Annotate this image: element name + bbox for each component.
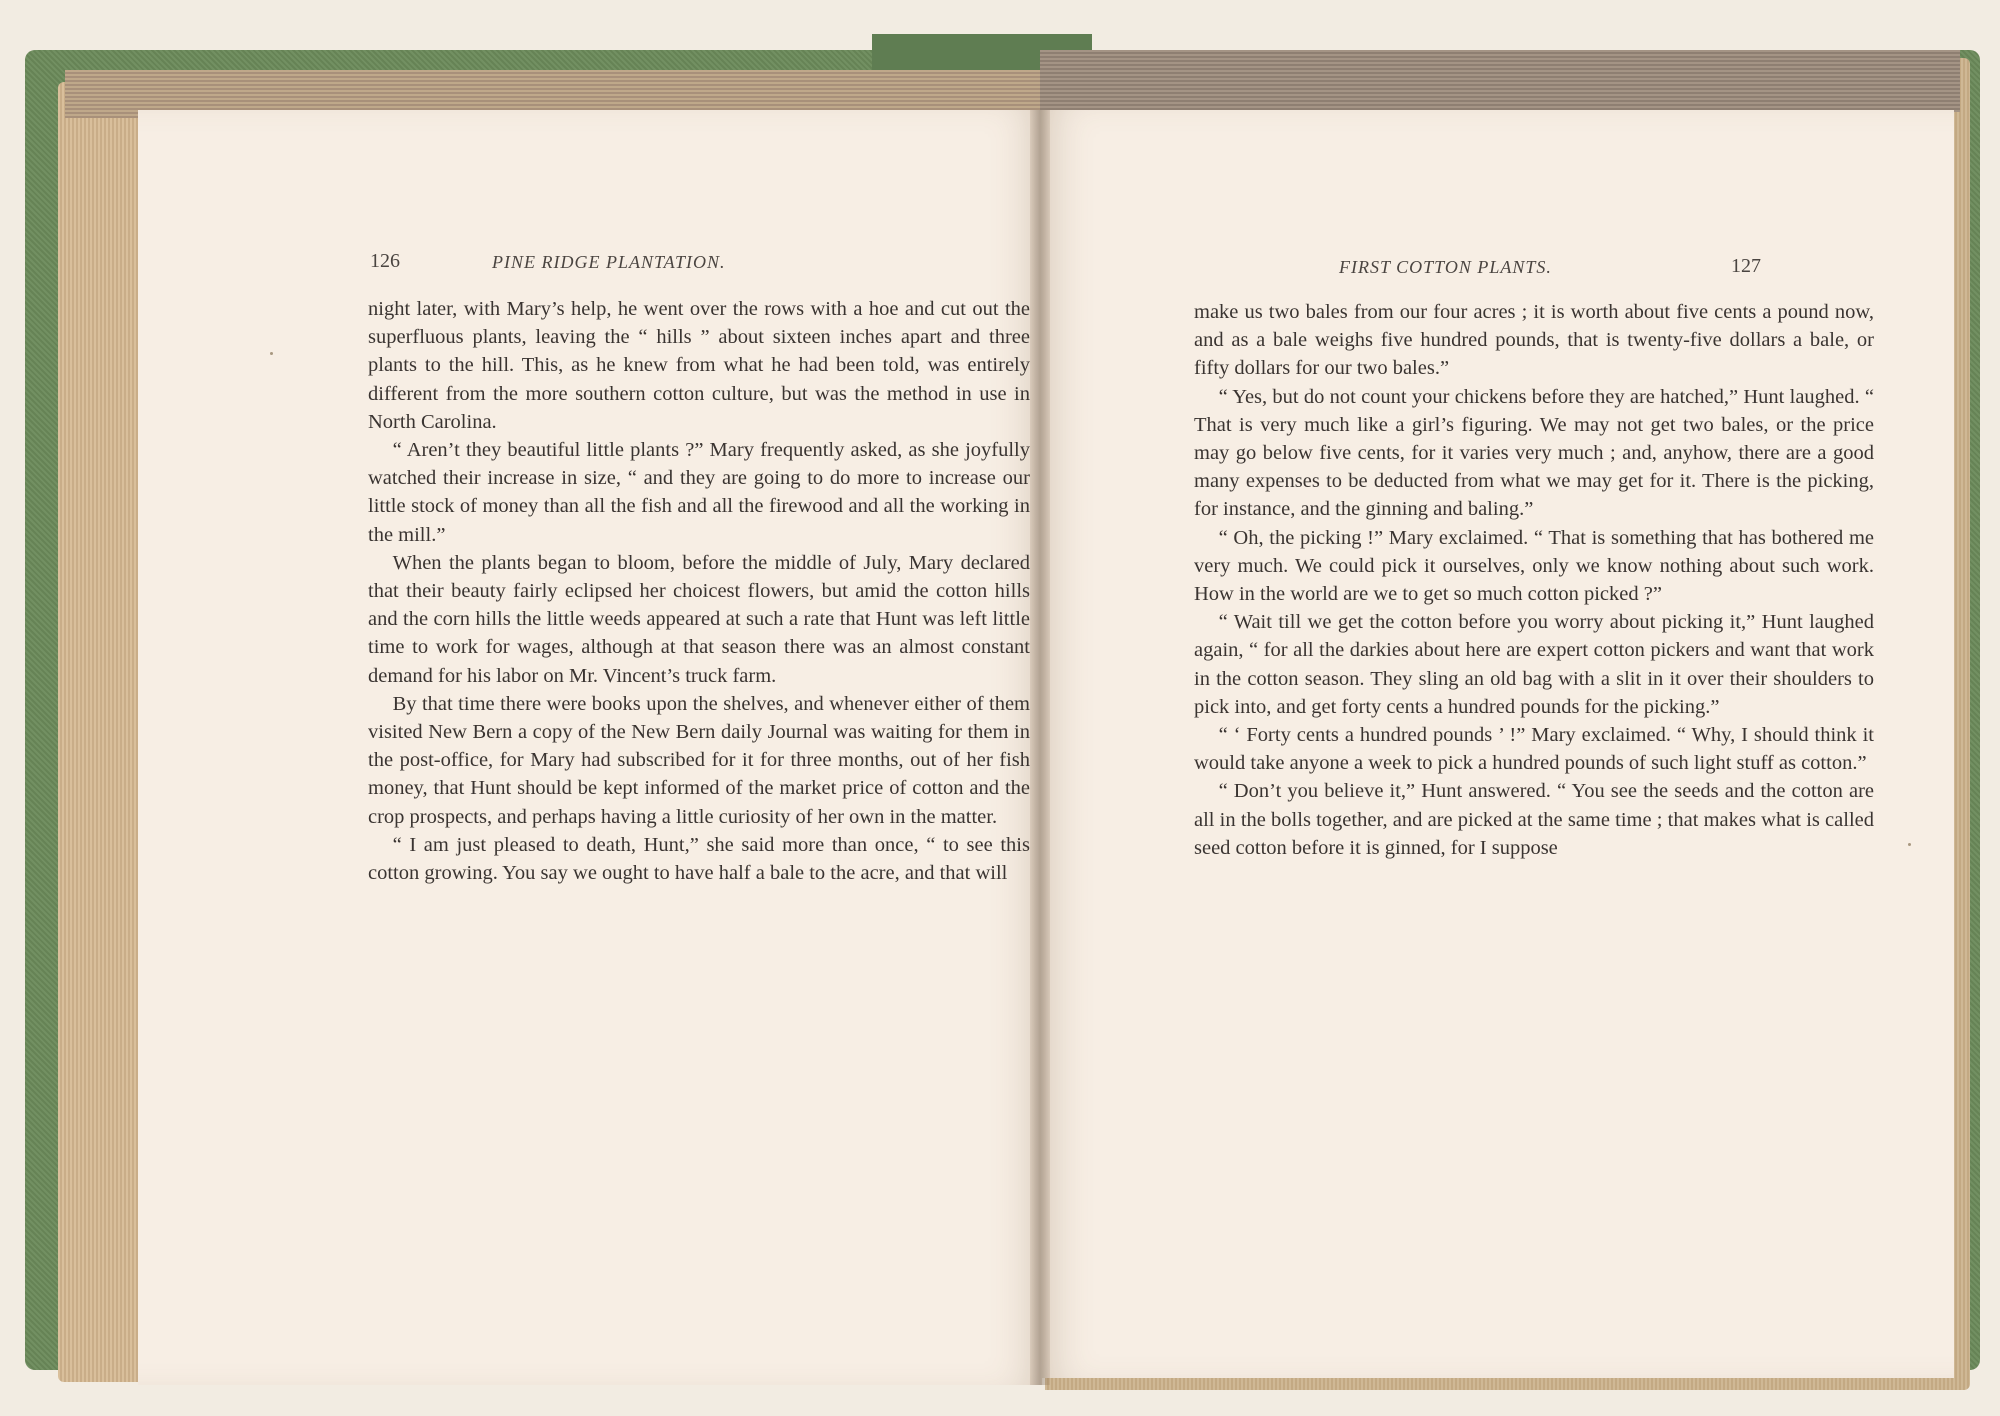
paragraph: “ Oh, the picking !” Mary exclaimed. “ That is something that has bothered me very much. We could pick it ourselves, only we know nothing about such work. How in the world are we to get so much cotton picked ?” <box>1194 526 1874 606</box>
right-page <box>1042 110 1954 1378</box>
paragraph: When the plants began to bloom, before the middle of July, Mary declared that their beauty fairly eclipsed her choicest flowers, but amid the cotton hills and the corn hills the little weeds appeared at such a rate that Hunt was left little time to work for wages, although at that season there was an almost constant demand for his labor on Mr. Vincent’s truck farm. <box>368 551 1030 687</box>
left-page <box>138 110 1042 1385</box>
top-edge-right <box>1040 50 1960 112</box>
running-head-right <box>1339 256 1899 279</box>
paragraph: “ ‘ Forty cents a hundred pounds ’ !” Mary exclaimed. “ Why, I should think it would take anyone a week to pick a hundred pounds of such light stuff as cotton.” <box>1194 724 1874 775</box>
body-text-right <box>1194 298 1874 862</box>
running-title-right: FIRST COTTON PLANTS. <box>1339 257 1552 277</box>
body-text-left <box>368 295 1030 887</box>
paragraph: “ Don’t you believe it,” Hunt answered. “ You see the seeds and the cotton are all in the bolls together, and are picked at the same time ; that makes what is called seed cotton before it is ginned, for I suppose <box>1194 780 1874 859</box>
running-head-left <box>370 250 930 273</box>
paragraph: “ Yes, but do not count your chickens before they are hatched,” Hunt laughed. “ That is very much like a girl’s figuring. We may not get two bales, or the price may go below five cents, for it varies very much ; and, anyhow, there are a good many expenses to be deducted from what we may get for it. There is the picking, for instance, and the ginning and baling.” <box>1194 385 1874 521</box>
paper-speck <box>270 352 273 355</box>
running-title-left: PINE RIDGE PLANTATION. <box>492 252 726 272</box>
paragraph: make us two bales from our four acres ; it is worth about five cents a pound now, and as a bale weighs five hundred pounds, that is twenty-five dollars a bale, or fifty dollars for our two bales.” <box>1194 301 1874 380</box>
paragraph: “ Aren’t they beautiful little plants ?” Mary frequently asked, as she joyfully watched their increase in size, “ and they are going to do more to increase our little stock of money than all the fish and all the firewood and all the working in the mill.” <box>368 439 1030 546</box>
gutter-shadow <box>1030 110 1050 1385</box>
paragraph: night later, with Mary’s help, he went over the rows with a hoe and cut out the superfluous plants, leaving the “ hills ” about sixteen inches apart and three plants to the hill. This, as he knew from what he had been told, was entirely different from the more southern cotton culture, but was the method in use in North Carolina. <box>368 298 1030 433</box>
paragraph: “ I am just pleased to death, Hunt,” she said more than once, “ to see this cotton growing. You say we ought to have half a bale to the acre, and that will <box>368 833 1030 885</box>
paragraph: By that time there were books upon the shelves, and whenever either of them visited New Bern a copy of the New Bern daily Journal was waiting for them in the post-office, for Mary had subscribed for it for three months, out of her fish money, that Hunt should be kept informed of the market price of cotton and the crop prospects, and perhaps having a little curiosity of her own in the matter. <box>368 692 1030 828</box>
paragraph: “ Wait till we get the cotton before you worry about picking it,” Hunt laughed again, “ for all the darkies about here are expert cotton pickers and want that work in the cotton season. They sling an old bag with a slit in it over their shoulders to pick into, and get forty cents a hundred pounds for the picking.” <box>1194 611 1874 718</box>
paper-speck <box>1908 843 1911 846</box>
page-number-right: 127 <box>1731 255 1761 277</box>
page-number-left: 126 <box>370 250 400 272</box>
